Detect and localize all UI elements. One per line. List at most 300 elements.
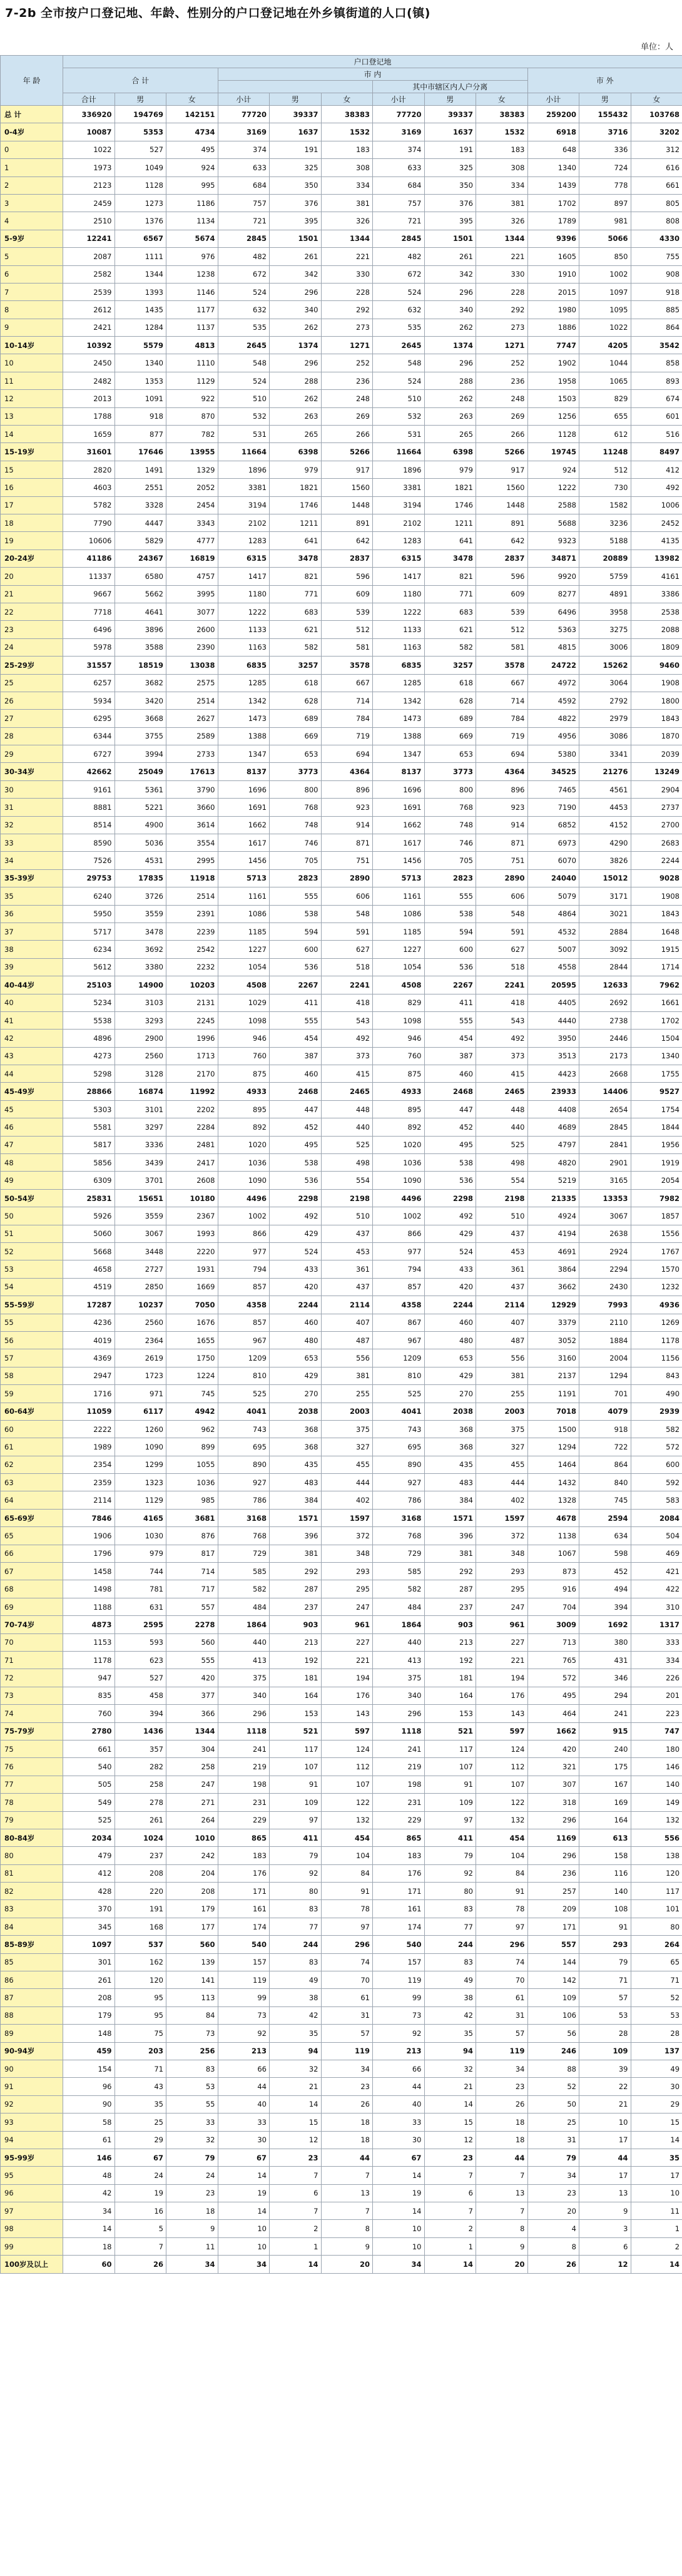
value-cell: 73 <box>218 2006 270 2024</box>
age-cell: 38 <box>1 941 63 958</box>
value-cell: 594 <box>424 923 476 940</box>
value-cell: 2595 <box>115 1616 166 1633</box>
table-row <box>1 887 682 905</box>
value-cell: 1669 <box>166 1278 218 1296</box>
age-cell: 39 <box>1 958 63 976</box>
value-cell: 157 <box>218 1953 270 1971</box>
value-cell: 42 <box>63 2184 115 2202</box>
value-cell: 1754 <box>631 1100 682 1118</box>
value-cell: 14 <box>373 2167 425 2184</box>
value-cell: 5036 <box>115 834 166 852</box>
value-cell: 325 <box>270 159 322 176</box>
age-cell: 27 <box>1 710 63 727</box>
value-cell: 1908 <box>631 887 682 905</box>
value-cell: 3021 <box>579 905 631 923</box>
value-cell: 157 <box>373 1953 425 1971</box>
value-cell: 1049 <box>115 159 166 176</box>
value-cell: 917 <box>321 461 373 478</box>
value-cell: 42662 <box>63 763 115 780</box>
value-cell: 6257 <box>63 674 115 692</box>
age-cell: 15-19岁 <box>1 443 63 461</box>
value-cell: 1473 <box>218 710 270 727</box>
value-cell: 282 <box>115 1758 166 1776</box>
value-cell: 751 <box>321 852 373 869</box>
value-cell: 12241 <box>63 230 115 247</box>
value-cell: 265 <box>270 426 322 443</box>
value-cell: 5538 <box>63 1011 115 1029</box>
value-cell: 5713 <box>218 869 270 887</box>
age-cell: 57 <box>1 1349 63 1367</box>
value-cell: 176 <box>373 1864 425 1882</box>
value-cell: 5978 <box>63 638 115 656</box>
value-cell: 26 <box>527 2256 579 2273</box>
value-cell: 3559 <box>115 1207 166 1225</box>
value-cell: 42 <box>270 2006 322 2024</box>
value-cell: 525 <box>373 1385 425 1403</box>
value-cell: 5829 <box>115 532 166 549</box>
value-cell: 259200 <box>527 106 579 123</box>
value-cell: 2645 <box>218 337 270 354</box>
value-cell: 627 <box>476 941 528 958</box>
value-cell: 296 <box>218 1705 270 1722</box>
value-cell: 377 <box>166 1687 218 1704</box>
value-cell: 492 <box>631 479 682 496</box>
value-cell: 31 <box>527 2131 579 2149</box>
table-row <box>1 549 682 567</box>
value-cell: 480 <box>270 1331 322 1349</box>
value-cell: 538 <box>424 1154 476 1172</box>
value-cell: 104 <box>321 1847 373 1864</box>
value-cell: 1163 <box>373 638 425 656</box>
age-cell: 20 <box>1 568 63 585</box>
value-cell: 16 <box>115 2202 166 2220</box>
value-cell: 829 <box>579 390 631 407</box>
value-cell: 247 <box>476 1598 528 1615</box>
value-cell: 132 <box>631 1811 682 1829</box>
value-cell: 109 <box>424 1794 476 1811</box>
value-cell: 3381 <box>218 479 270 496</box>
table-row <box>1 816 682 834</box>
value-cell: 2052 <box>166 479 218 496</box>
value-cell: 336920 <box>63 106 115 123</box>
table-row <box>1 1563 682 1580</box>
age-cell: 25 <box>1 674 63 692</box>
value-cell: 20889 <box>579 549 631 567</box>
value-cell: 778 <box>579 176 631 194</box>
value-cell: 1870 <box>631 727 682 745</box>
value-cell: 278 <box>115 1794 166 1811</box>
value-cell: 7718 <box>63 603 115 620</box>
value-cell: 631 <box>115 1598 166 1615</box>
value-cell: 30 <box>631 2078 682 2095</box>
value-cell: 4408 <box>527 1100 579 1118</box>
value-cell: 4205 <box>579 337 631 354</box>
age-cell: 62 <box>1 1456 63 1473</box>
value-cell: 453 <box>321 1243 373 1260</box>
value-cell: 885 <box>631 301 682 319</box>
value-cell: 146 <box>63 2149 115 2166</box>
value-cell: 1342 <box>218 692 270 709</box>
value-cell: 2241 <box>476 976 528 994</box>
value-cell: 560 <box>166 1633 218 1651</box>
value-cell: 2173 <box>579 1047 631 1065</box>
table-row <box>1 692 682 709</box>
value-cell: 1086 <box>373 905 425 923</box>
value-cell: 116 <box>579 1864 631 1882</box>
value-cell: 2979 <box>579 710 631 727</box>
value-cell: 77720 <box>218 106 270 123</box>
value-cell: 3052 <box>527 1331 579 1349</box>
value-cell: 7 <box>115 2237 166 2255</box>
value-cell: 3478 <box>115 923 166 940</box>
value-cell: 525 <box>218 1385 270 1403</box>
value-cell: 981 <box>579 212 631 230</box>
value-cell: 122 <box>476 1794 528 1811</box>
value-cell: 632 <box>218 301 270 319</box>
value-cell: 2417 <box>166 1154 218 1172</box>
value-cell: 672 <box>218 265 270 283</box>
value-cell: 891 <box>476 514 528 531</box>
value-cell: 865 <box>218 1829 270 1846</box>
value-cell: 914 <box>321 816 373 834</box>
value-cell: 4820 <box>527 1154 579 1172</box>
value-cell: 510 <box>218 390 270 407</box>
value-cell: 44 <box>579 2149 631 2166</box>
value-cell: 1211 <box>424 514 476 531</box>
value-cell: 5950 <box>63 905 115 923</box>
value-cell: 3293 <box>115 1011 166 1029</box>
value-cell: 2890 <box>321 869 373 887</box>
value-cell: 5188 <box>579 532 631 549</box>
value-cell: 79 <box>527 2149 579 2166</box>
value-cell: 1714 <box>631 958 682 976</box>
value-cell: 2220 <box>166 1243 218 1260</box>
value-cell: 5353 <box>115 123 166 141</box>
value-cell: 641 <box>424 532 476 549</box>
value-cell: 429 <box>270 1367 322 1384</box>
value-cell: 1374 <box>424 337 476 354</box>
age-cell: 90 <box>1 2060 63 2077</box>
value-cell: 893 <box>631 372 682 389</box>
age-cell: 75-79岁 <box>1 1722 63 1740</box>
age-cell: 50-54岁 <box>1 1189 63 1207</box>
age-cell: 85-89岁 <box>1 1936 63 1953</box>
table-row <box>1 2131 682 2149</box>
value-cell: 6567 <box>115 230 166 247</box>
value-cell: 556 <box>476 1349 528 1367</box>
value-cell: 16874 <box>115 1083 166 1100</box>
value-cell: 924 <box>166 159 218 176</box>
value-cell: 264 <box>166 1811 218 1829</box>
col-header: 小计 <box>218 93 270 106</box>
value-cell: 6 <box>270 2184 322 2202</box>
value-cell: 585 <box>373 1563 425 1580</box>
value-cell: 979 <box>115 1545 166 1562</box>
age-cell: 6 <box>1 265 63 283</box>
table-row <box>1 496 682 514</box>
value-cell: 288 <box>270 372 322 389</box>
col-header: 男 <box>579 93 631 106</box>
value-cell: 99 <box>218 1989 270 2006</box>
value-cell: 2939 <box>631 1403 682 1420</box>
value-cell: 4079 <box>579 1403 631 1420</box>
age-cell: 45-49岁 <box>1 1083 63 1100</box>
value-cell: 1055 <box>166 1456 218 1473</box>
value-cell: 623 <box>115 1651 166 1669</box>
value-cell: 1153 <box>63 1633 115 1651</box>
value-cell: 1344 <box>321 230 373 247</box>
value-cell: 15 <box>270 2113 322 2131</box>
value-cell: 292 <box>321 301 373 319</box>
table-row <box>1 834 682 852</box>
value-cell: 3380 <box>115 958 166 976</box>
value-cell: 2446 <box>579 1030 631 1047</box>
value-cell: 2608 <box>166 1172 218 1189</box>
value-cell: 1133 <box>218 621 270 638</box>
value-cell: 3236 <box>579 514 631 531</box>
value-cell: 348 <box>476 1545 528 1562</box>
value-cell: 2900 <box>115 1030 166 1047</box>
value-cell: 11 <box>166 2237 218 2255</box>
value-cell: 2924 <box>579 1243 631 1260</box>
value-cell: 1 <box>631 2220 682 2237</box>
value-cell: 334 <box>631 1651 682 1669</box>
value-cell: 719 <box>321 727 373 745</box>
value-cell: 1128 <box>115 176 166 194</box>
value-cell: 5298 <box>63 1065 115 1083</box>
value-cell: 1180 <box>218 585 270 603</box>
value-cell: 168 <box>115 1918 166 1935</box>
value-cell: 61 <box>63 2131 115 2149</box>
value-cell: 109 <box>579 2042 631 2060</box>
value-cell: 1090 <box>218 1172 270 1189</box>
value-cell: 1344 <box>115 265 166 283</box>
col-header: 男 <box>115 93 166 106</box>
value-cell: 83 <box>270 1953 322 1971</box>
value-cell: 301 <box>63 1953 115 1971</box>
value-cell: 1473 <box>373 710 425 727</box>
value-cell: 420 <box>527 1740 579 1757</box>
value-cell: 5782 <box>63 496 115 514</box>
value-cell: 18 <box>166 2202 218 2220</box>
age-cell: 36 <box>1 905 63 923</box>
value-cell: 555 <box>166 1651 218 1669</box>
value-cell: 17 <box>631 2167 682 2184</box>
value-cell: 2298 <box>424 1189 476 1207</box>
value-cell: 5361 <box>115 780 166 798</box>
value-cell: 262 <box>424 319 476 336</box>
value-cell: 2 <box>270 2220 322 2237</box>
value-cell: 454 <box>476 1829 528 1846</box>
value-cell: 452 <box>270 1118 322 1136</box>
table-row <box>1 2060 682 2077</box>
value-cell: 429 <box>424 1367 476 1384</box>
value-cell: 49 <box>270 1971 322 1989</box>
age-cell: 87 <box>1 1989 63 2006</box>
value-cell: 14 <box>218 2167 270 2184</box>
table-row <box>1 1740 682 1757</box>
value-cell: 273 <box>321 319 373 336</box>
value-cell: 495 <box>527 1687 579 1704</box>
value-cell: 3578 <box>476 657 528 674</box>
value-cell: 171 <box>373 1883 425 1900</box>
value-cell: 3275 <box>579 621 631 638</box>
value-cell: 539 <box>476 603 528 620</box>
age-cell: 1 <box>1 159 63 176</box>
value-cell: 618 <box>270 674 322 692</box>
value-cell: 14406 <box>579 1083 631 1100</box>
value-cell: 340 <box>424 301 476 319</box>
value-cell: 782 <box>166 426 218 443</box>
value-cell: 3386 <box>631 585 682 603</box>
value-cell: 109 <box>270 1794 322 1811</box>
value-cell: 648 <box>527 141 579 158</box>
age-cell: 12 <box>1 390 63 407</box>
value-cell: 1659 <box>63 426 115 443</box>
value-cell: 437 <box>476 1278 528 1296</box>
value-cell: 113 <box>166 1989 218 2006</box>
value-cell: 35 <box>424 2025 476 2042</box>
col-header: 小计 <box>527 93 579 106</box>
value-cell: 527 <box>115 1669 166 1687</box>
value-cell: 448 <box>321 1100 373 1118</box>
value-cell: 2391 <box>166 905 218 923</box>
value-cell: 176 <box>321 1687 373 1704</box>
table-row <box>1 1260 682 1278</box>
value-cell: 1980 <box>527 301 579 319</box>
value-cell: 119 <box>373 1971 425 1989</box>
value-cell: 4933 <box>218 1083 270 1100</box>
value-cell: 171 <box>218 1883 270 1900</box>
age-cell: 21 <box>1 585 63 603</box>
value-cell: 2239 <box>166 923 218 940</box>
table-row <box>1 106 682 123</box>
table-row <box>1 1278 682 1296</box>
value-cell: 384 <box>424 1491 476 1509</box>
value-cell: 1285 <box>373 674 425 692</box>
value-cell: 29753 <box>63 869 115 887</box>
value-cell: 261 <box>270 248 322 265</box>
value-cell: 146 <box>631 1758 682 1776</box>
age-cell: 30-34岁 <box>1 763 63 780</box>
value-cell: 261 <box>424 248 476 265</box>
value-cell: 616 <box>631 159 682 176</box>
table-row <box>1 514 682 531</box>
value-cell: 92 <box>218 2025 270 2042</box>
value-cell: 1915 <box>631 941 682 958</box>
value-cell: 2845 <box>373 230 425 247</box>
value-cell: 498 <box>321 1154 373 1172</box>
value-cell: 5 <box>115 2220 166 2237</box>
value-cell: 452 <box>424 1118 476 1136</box>
value-cell: 490 <box>631 1385 682 1403</box>
table-row <box>1 1011 682 1029</box>
value-cell: 2244 <box>424 1296 476 1314</box>
value-cell: 95 <box>115 2006 166 2024</box>
value-cell: 342 <box>270 265 322 283</box>
value-cell: 437 <box>321 1225 373 1242</box>
value-cell: 857 <box>218 1278 270 1296</box>
value-cell: 3950 <box>527 1030 579 1047</box>
value-cell: 653 <box>424 1349 476 1367</box>
table-row <box>1 1083 682 1100</box>
value-cell: 84 <box>166 2006 218 2024</box>
value-cell: 418 <box>321 994 373 1011</box>
value-cell: 381 <box>424 1545 476 1562</box>
value-cell: 176 <box>218 1864 270 1882</box>
value-cell: 38383 <box>476 106 528 123</box>
value-cell: 464 <box>527 1705 579 1722</box>
value-cell: 724 <box>579 159 631 176</box>
value-cell: 34 <box>218 2256 270 2273</box>
value-cell: 1696 <box>373 780 425 798</box>
value-cell: 3790 <box>166 780 218 798</box>
value-cell: 554 <box>476 1172 528 1189</box>
value-cell: 103768 <box>631 106 682 123</box>
value-cell: 4561 <box>579 780 631 798</box>
age-cell: 74 <box>1 1705 63 1722</box>
value-cell: 899 <box>166 1438 218 1456</box>
value-cell: 19745 <box>527 443 579 461</box>
value-cell: 18 <box>476 2131 528 2149</box>
value-cell: 194 <box>476 1669 528 1687</box>
value-cell: 381 <box>321 1367 373 1384</box>
age-cell: 68 <box>1 1580 63 1598</box>
value-cell: 143 <box>476 1705 528 1722</box>
value-cell: 2038 <box>270 1403 322 1420</box>
table-row <box>1 443 682 461</box>
value-cell: 596 <box>321 568 373 585</box>
value-cell: 979 <box>424 461 476 478</box>
value-cell: 229 <box>373 1811 425 1829</box>
value-cell: 4508 <box>373 976 425 994</box>
value-cell: 1605 <box>527 248 579 265</box>
value-cell: 454 <box>424 1030 476 1047</box>
value-cell: 695 <box>373 1438 425 1456</box>
value-cell: 8514 <box>63 816 115 834</box>
value-cell: 600 <box>424 941 476 958</box>
age-cell: 5-9岁 <box>1 230 63 247</box>
value-cell: 3448 <box>115 1243 166 1260</box>
table-row <box>1 265 682 283</box>
value-cell: 1532 <box>321 123 373 141</box>
value-cell: 421 <box>631 1563 682 1580</box>
value-cell: 1285 <box>218 674 270 692</box>
value-cell: 15262 <box>579 657 631 674</box>
table-row <box>1 248 682 265</box>
age-cell: 54 <box>1 1278 63 1296</box>
value-cell: 20 <box>527 2202 579 2220</box>
value-cell: 84 <box>321 1864 373 1882</box>
value-cell: 376 <box>424 194 476 212</box>
table-row <box>1 2167 682 2184</box>
value-cell: 525 <box>476 1136 528 1153</box>
table-row <box>1 1225 682 1242</box>
value-cell: 632 <box>373 301 425 319</box>
value-cell: 572 <box>527 1669 579 1687</box>
table-row <box>1 1687 682 1704</box>
value-cell: 448 <box>476 1100 528 1118</box>
table-row <box>1 976 682 994</box>
value-cell: 3478 <box>424 549 476 567</box>
age-cell: 78 <box>1 1794 63 1811</box>
value-cell: 7 <box>270 2202 322 2220</box>
value-cell: 411 <box>270 994 322 1011</box>
value-cell: 33 <box>373 2113 425 2131</box>
table-row <box>1 1936 682 1953</box>
value-cell: 304 <box>166 1740 218 1757</box>
value-cell: 1843 <box>631 710 682 727</box>
